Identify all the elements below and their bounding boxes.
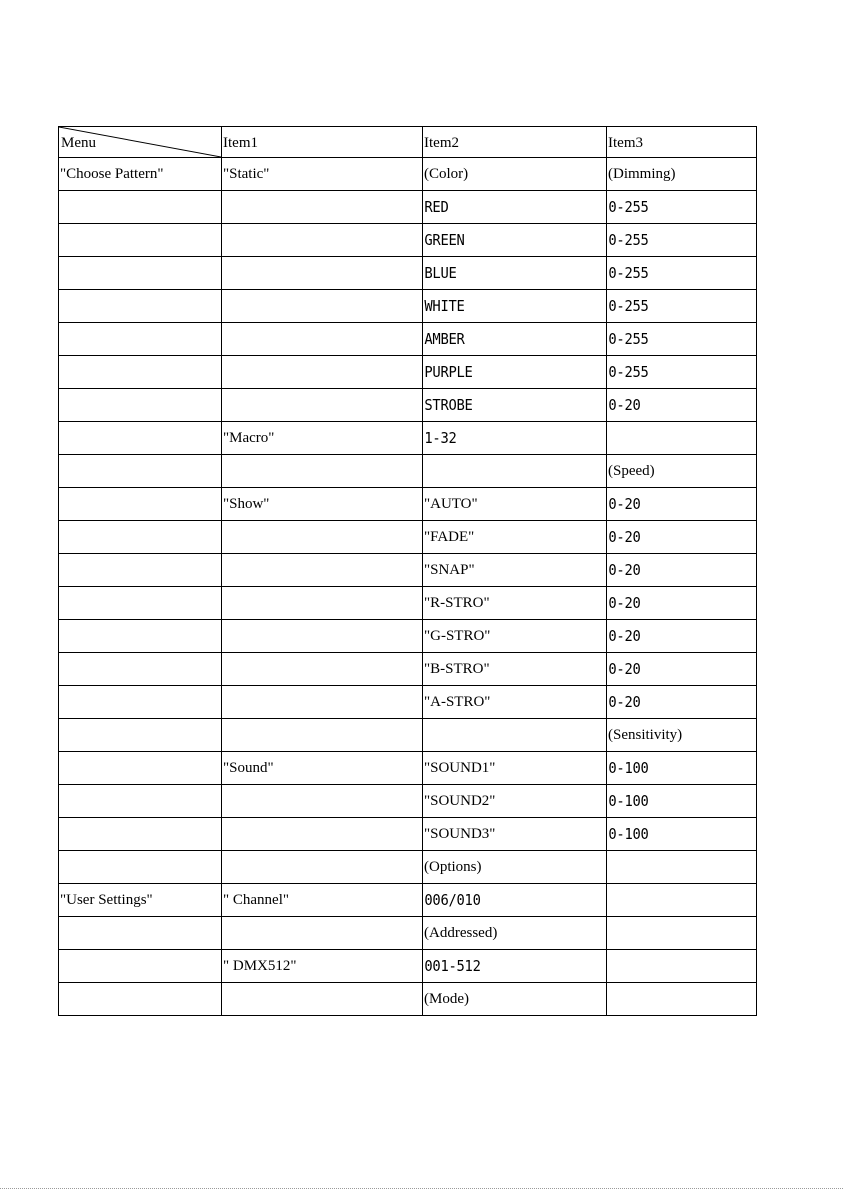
table-row	[59, 719, 757, 752]
cell-text-item2: "FADE"	[424, 528, 475, 545]
table-cell-item2	[423, 950, 592, 983]
table-cell-item2	[423, 785, 607, 818]
table-cell-item3	[607, 323, 745, 356]
table-cell-item3	[607, 851, 757, 884]
table-cell-item3	[607, 884, 757, 917]
table-cell-item3	[607, 950, 757, 983]
table-cell-item3	[607, 488, 745, 521]
table-row	[59, 950, 757, 983]
table-cell-item2	[423, 191, 592, 224]
table-cell-item3	[607, 290, 745, 323]
table-cell-item1	[222, 983, 423, 1016]
cell-text-item2: WHITE	[423, 296, 465, 315]
table-cell-item1	[222, 752, 423, 785]
cell-text-item2: AMBER	[423, 329, 465, 348]
table-cell-item1	[222, 389, 423, 422]
table-cell-item3	[607, 587, 745, 620]
table-cell-item3	[607, 554, 745, 587]
table-cell-item1	[222, 686, 423, 719]
table-cell-item3	[607, 521, 745, 554]
table-cell-menu	[59, 785, 222, 818]
table-cell-menu	[59, 422, 222, 455]
table-row	[59, 752, 757, 785]
table-cell-item1	[222, 290, 423, 323]
cell-text-item2: BLUE	[423, 263, 457, 282]
table-cell-item1	[222, 521, 423, 554]
table-cell-item1	[222, 422, 423, 455]
table-cell-item3	[607, 257, 745, 290]
table-cell-item1	[222, 851, 423, 884]
table-cell-menu	[59, 191, 222, 224]
table-cell-item2	[423, 719, 607, 752]
table-cell-menu	[59, 587, 222, 620]
menu-structure-sheet	[58, 126, 756, 1016]
table-cell-menu	[59, 950, 222, 983]
header-item2: Item2	[423, 127, 607, 158]
table-cell-item3	[607, 785, 745, 818]
cell-text-item2: 001-512	[423, 956, 481, 975]
table-cell-item2	[423, 356, 592, 389]
table-row	[59, 587, 757, 620]
table-cell-item3	[607, 224, 745, 257]
cell-text-item2: "B-STRO"	[424, 660, 490, 677]
table-cell-menu	[59, 488, 222, 521]
table-cell-item1	[222, 719, 423, 752]
table-cell-item1	[222, 818, 423, 851]
table-cell-item3	[607, 389, 745, 422]
table-cell-item1	[222, 455, 423, 488]
cell-text-item2: PURPLE	[423, 362, 473, 381]
cell-text-item2: (Options)	[424, 858, 482, 875]
table-cell-item2	[423, 851, 607, 884]
table-cell-menu	[59, 752, 222, 785]
table-row	[59, 851, 757, 884]
table-row	[59, 686, 757, 719]
table-cell-item3	[607, 818, 745, 851]
table-cell-item2	[423, 620, 607, 653]
table-row	[59, 455, 757, 488]
table-cell-item1	[222, 653, 423, 686]
cell-text-item1: "Sound"	[223, 759, 274, 776]
cell-text-item3: (Speed)	[608, 462, 655, 479]
cell-text-item3: 0-20	[607, 494, 641, 513]
table-row	[59, 323, 757, 356]
cell-text-item3: 0-20	[607, 692, 641, 711]
table-cell-menu	[59, 224, 222, 257]
cell-text-item3: 0-255	[607, 362, 649, 381]
table-row	[59, 422, 757, 455]
cell-text-item1: " DMX512"	[223, 957, 297, 974]
cell-text-item2: GREEN	[423, 230, 465, 249]
table-cell-menu	[59, 158, 222, 191]
table-cell-item2	[423, 224, 592, 257]
table-cell-item3	[607, 653, 745, 686]
header-menu-cell	[59, 127, 222, 158]
cell-text-item1: "Show"	[223, 495, 270, 512]
cell-text-item2: 1-32	[423, 428, 457, 447]
cell-text-item3: 0-20	[607, 593, 641, 612]
cell-text-item3: (Sensitivity)	[608, 726, 683, 743]
table-cell-menu	[59, 884, 222, 917]
table-cell-item3	[607, 983, 757, 1016]
table-cell-item1	[222, 224, 423, 257]
table-row	[59, 158, 757, 191]
page-bottom-dotted-edge	[0, 1188, 843, 1189]
table-cell-menu	[59, 257, 222, 290]
cell-text-item3: 0-100	[607, 791, 649, 810]
table-cell-item2	[423, 818, 607, 851]
table-cell-item3	[607, 752, 745, 785]
table-row	[59, 257, 757, 290]
cell-text-item2: (Mode)	[424, 990, 469, 1007]
cell-text-item2: "SOUND1"	[424, 759, 496, 776]
table-cell-menu	[59, 455, 222, 488]
header-item3: Item3	[607, 127, 757, 158]
table-row	[59, 389, 757, 422]
table-row	[59, 653, 757, 686]
table-row	[59, 521, 757, 554]
table-header-row	[59, 127, 757, 158]
table-cell-item2	[423, 257, 592, 290]
table-cell-item2	[423, 686, 607, 719]
table-cell-menu	[59, 983, 222, 1016]
table-cell-item1	[222, 356, 423, 389]
table-cell-item3	[607, 917, 757, 950]
table-cell-item2	[423, 653, 607, 686]
cell-text-item3: 0-100	[607, 824, 649, 843]
cell-text-item1: "Macro"	[223, 429, 275, 446]
table-cell-item1	[222, 323, 423, 356]
table-row	[59, 554, 757, 587]
cell-text-item3: (Dimming)	[608, 165, 676, 182]
table-cell-item2	[423, 158, 607, 191]
cell-text-item3: 0-255	[607, 197, 649, 216]
table-cell-item1	[222, 587, 423, 620]
cell-text-item2: (Addressed)	[424, 924, 498, 941]
cell-text-item2: "R-STRO"	[424, 594, 490, 611]
table-cell-menu	[59, 356, 222, 389]
table-row	[59, 356, 757, 389]
table-cell-item3	[607, 191, 745, 224]
table-cell-item3	[607, 620, 745, 653]
cell-text-item3: 0-100	[607, 758, 649, 777]
header-menu-label: Menu	[61, 135, 96, 151]
cell-text-item2: "A-STRO"	[424, 693, 491, 710]
table-cell-menu	[59, 554, 222, 587]
table-cell-item3	[607, 719, 757, 752]
cell-text-item3: 0-255	[607, 329, 649, 348]
cell-text-item2: "AUTO"	[424, 495, 478, 512]
cell-text-item1: "Static"	[223, 165, 270, 182]
table-cell-item1	[222, 884, 423, 917]
table-row	[59, 983, 757, 1016]
cell-text-item3: 0-255	[607, 263, 649, 282]
table-cell-item2	[423, 884, 592, 917]
cell-text-menu: "User Settings"	[60, 891, 153, 908]
table-cell-item2	[423, 917, 607, 950]
table-cell-item1	[222, 950, 423, 983]
table-cell-menu	[59, 719, 222, 752]
table-cell-item2	[423, 488, 607, 521]
cell-text-item3: 0-255	[607, 230, 649, 249]
cell-text-item2: 006/010	[423, 890, 481, 909]
table-cell-menu	[59, 323, 222, 356]
cell-text-item3: 0-20	[607, 560, 641, 579]
cell-text-item3: 0-20	[607, 626, 641, 645]
table-cell-item2	[423, 554, 607, 587]
table-cell-menu	[59, 818, 222, 851]
table-cell-menu	[59, 686, 222, 719]
table-cell-item3	[607, 356, 745, 389]
table-cell-menu	[59, 620, 222, 653]
table-cell-item1	[222, 191, 423, 224]
table-cell-menu	[59, 653, 222, 686]
cell-text-item2: "SOUND2"	[424, 792, 496, 809]
table-cell-item3	[607, 686, 745, 719]
table-cell-item2	[423, 587, 607, 620]
table-cell-item2	[423, 455, 607, 488]
table-cell-item3	[607, 455, 757, 488]
table-body	[59, 158, 757, 1016]
table-row	[59, 818, 757, 851]
table-row	[59, 191, 757, 224]
table-cell-menu	[59, 851, 222, 884]
cell-text-item3: 0-255	[607, 296, 649, 315]
menu-structure-table	[58, 126, 757, 1016]
table-cell-item1	[222, 917, 423, 950]
table-cell-menu	[59, 521, 222, 554]
table-cell-item2	[423, 290, 592, 323]
cell-text-item2: STROBE	[423, 395, 473, 414]
table-cell-menu	[59, 917, 222, 950]
table-cell-item3	[607, 158, 757, 191]
cell-text-item2: "SOUND3"	[424, 825, 496, 842]
table-row	[59, 224, 757, 257]
table-cell-item1	[222, 554, 423, 587]
cell-text-item2: (Color)	[424, 165, 469, 182]
table-row	[59, 620, 757, 653]
table-cell-item2	[423, 422, 592, 455]
table-cell-item2	[423, 983, 607, 1016]
cell-text-item2: RED	[423, 197, 448, 216]
table-cell-item1	[222, 620, 423, 653]
cell-text-item3: 0-20	[607, 395, 641, 414]
table-row	[59, 290, 757, 323]
table-row	[59, 917, 757, 950]
table-cell-item2	[423, 752, 607, 785]
cell-text-item1: " Channel"	[223, 891, 289, 908]
table-cell-item1	[222, 488, 423, 521]
table-row	[59, 884, 757, 917]
table-row	[59, 785, 757, 818]
header-item1: Item1	[222, 127, 423, 158]
table-cell-item3	[607, 422, 757, 455]
table-cell-item1	[222, 158, 423, 191]
table-cell-item1	[222, 785, 423, 818]
table-cell-item2	[423, 323, 592, 356]
cell-text-item2: "G-STRO"	[424, 627, 491, 644]
table-cell-menu	[59, 290, 222, 323]
table-cell-menu	[59, 389, 222, 422]
cell-text-item3: 0-20	[607, 659, 641, 678]
table-cell-item1	[222, 257, 423, 290]
cell-text-item2: "SNAP"	[424, 561, 475, 578]
cell-text-menu: "Choose Pattern"	[60, 165, 164, 182]
cell-text-item3: 0-20	[607, 527, 641, 546]
table-cell-item2	[423, 389, 592, 422]
table-row	[59, 488, 757, 521]
table-cell-item2	[423, 521, 607, 554]
